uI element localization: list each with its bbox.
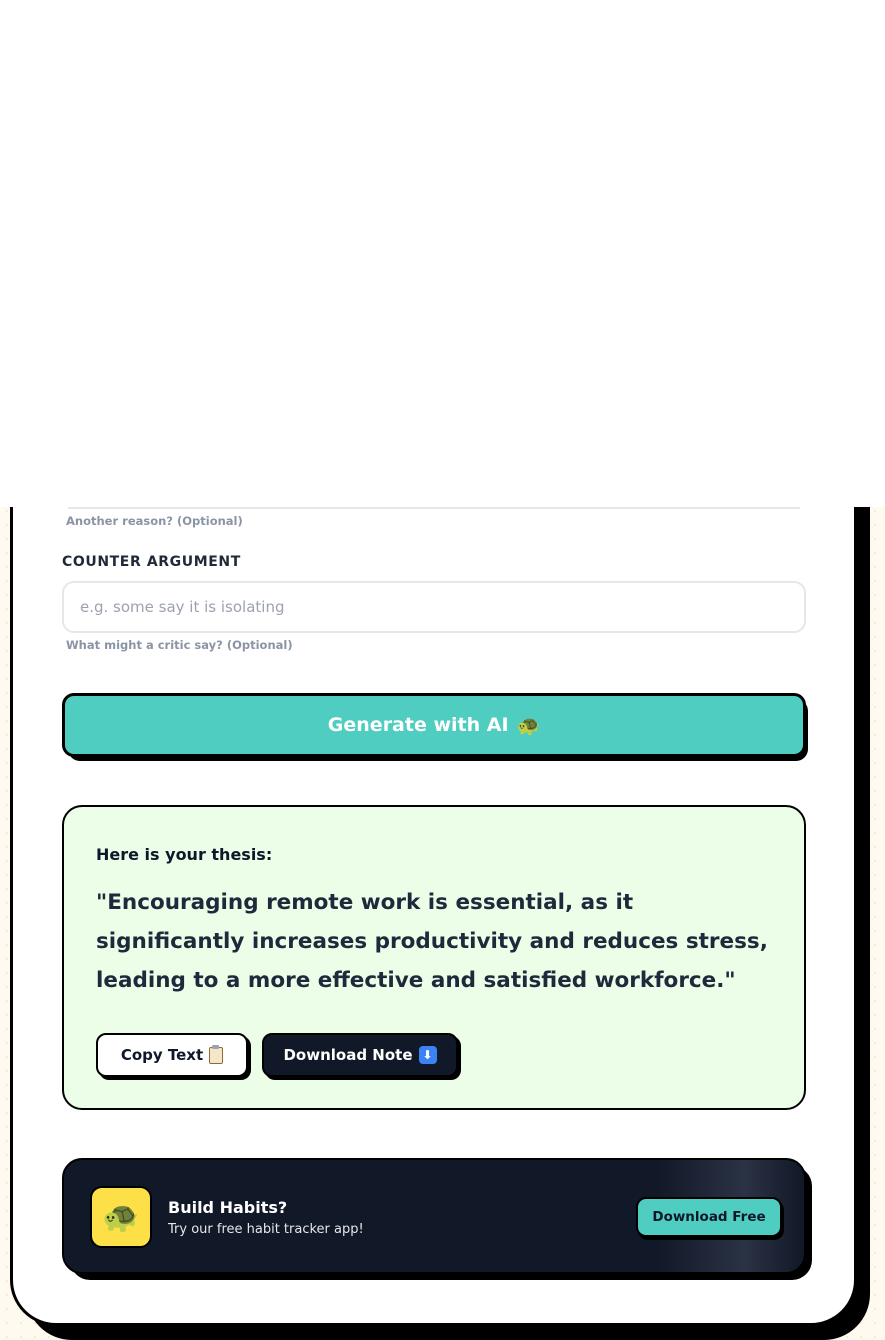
- down-arrow-icon: ⬇: [419, 1046, 437, 1064]
- turtle-icon: 🐢: [516, 714, 541, 737]
- turtle-icon: [90, 1186, 152, 1248]
- generate-button-label: Generate with AI: [327, 714, 509, 736]
- thesis-text: "Encouraging remote work is essential, as it significantly increases productivity and reduces stress, leading to a more effective and satisfied workforce.": [96, 890, 768, 993]
- download-note-button[interactable]: [262, 1033, 458, 1077]
- result-title: Here is your thesis:: [96, 845, 273, 864]
- previous-field-hint: Another reason? (Optional): [66, 514, 243, 528]
- previous-input-border: [68, 507, 800, 509]
- clipboard-icon: [209, 1047, 223, 1064]
- generate-with-ai-button[interactable]: [62, 693, 806, 757]
- promo-title: Build Habits?: [168, 1198, 288, 1217]
- download-free-button[interactable]: Download Free: [636, 1197, 782, 1237]
- counter-argument-label: COUNTER ARGUMENT: [62, 554, 241, 570]
- download-button-label: Download Note: [283, 1046, 413, 1064]
- promo-logo-emoji: 🐢: [102, 1199, 140, 1235]
- counter-argument-input[interactable]: [62, 581, 806, 633]
- copy-text-button[interactable]: [96, 1033, 248, 1077]
- copy-button-label: Copy Text: [120, 1046, 204, 1064]
- blank-top-area: [0, 0, 885, 507]
- promo-subtitle: Try our free habit tracker app!: [168, 1222, 364, 1237]
- habit-tracker-promo-banner: [62, 1158, 806, 1274]
- counter-argument-hint: What might a critic say? (Optional): [66, 638, 293, 652]
- thesis-result-box: [62, 805, 806, 1110]
